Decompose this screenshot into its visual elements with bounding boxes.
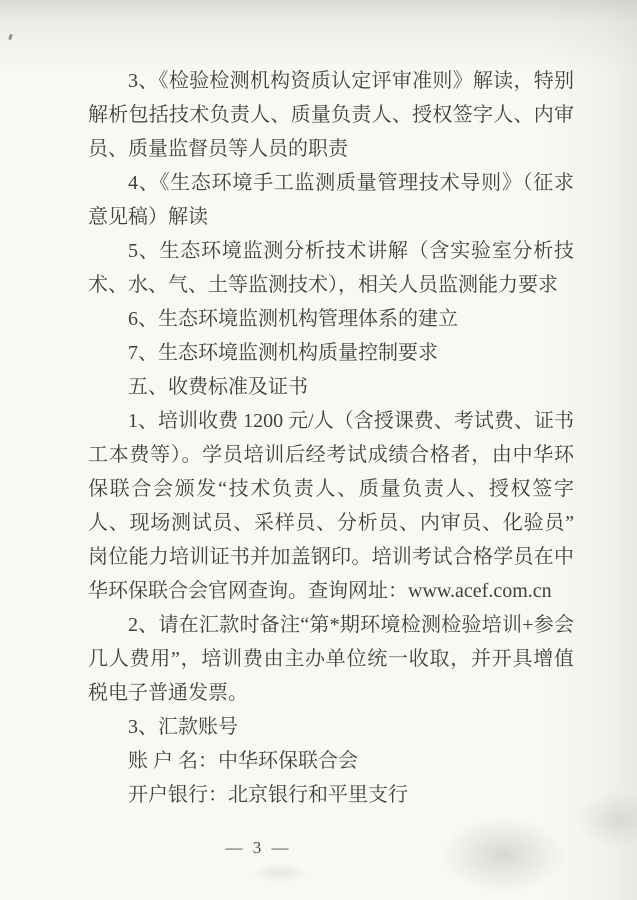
paragraph-account-name: 账 户 名：中华环保联合会 [128, 750, 358, 772]
scan-speck [8, 34, 13, 41]
paragraph-item-6-management-system: 6、生态环境监测机构管理体系的建立 [128, 308, 458, 330]
paragraph-item-3-review-criteria: 3、《检验检测机构资质认定评审准则》解读，特别解析包括技术负责人、质量负责人、授权签字人、内审员、质量监督员等人员的职责 [88, 70, 574, 160]
page-number: — 3 — [225, 838, 292, 857]
paragraph-item-4-manual-monitoring-guideline: 4、《生态环境手工监测质量管理技术导则》（征求意见稿）解读 [88, 172, 574, 228]
section-heading-fees-and-certificates: 五、收费标准及证书 [128, 376, 308, 398]
paragraph-remittance-note: 2、请在汇款时备注“第*期环境检测检验培训+参会几人费用”，培训费由主办单位统一收取，并开具增值税电子普通发票。 [88, 614, 574, 704]
paragraph-bank-name: 开户银行：北京银行和平里支行 [128, 784, 408, 806]
document-body [88, 64, 574, 812]
paragraph-item-7-quality-control: 7、生态环境监测机构质量控制要求 [128, 342, 438, 364]
paragraph-item-5-analysis-techniques: 5、生态环境监测分析技术讲解（含实验室分析技术、水、气、土等监测技术），相关人员监测能力要求 [88, 240, 574, 296]
paragraph-fee-standard: 1、培训收费 1200 元/人（含授课费、考试费、证书工本费等）。学员培训后经考试成绩合格者，由中华环保联合会颁发“技术负责人、质量负责人、授权签字人、现场测试员、采样员、分析员、内审员、化验员”岗位能力培训证书并加盖钢印。培训考试合格学员在中华环保联合会官网查询。查询网址：www.acef.com.cn [88, 410, 574, 602]
paragraph-remittance-account-heading: 3、汇款账号 [128, 716, 238, 738]
